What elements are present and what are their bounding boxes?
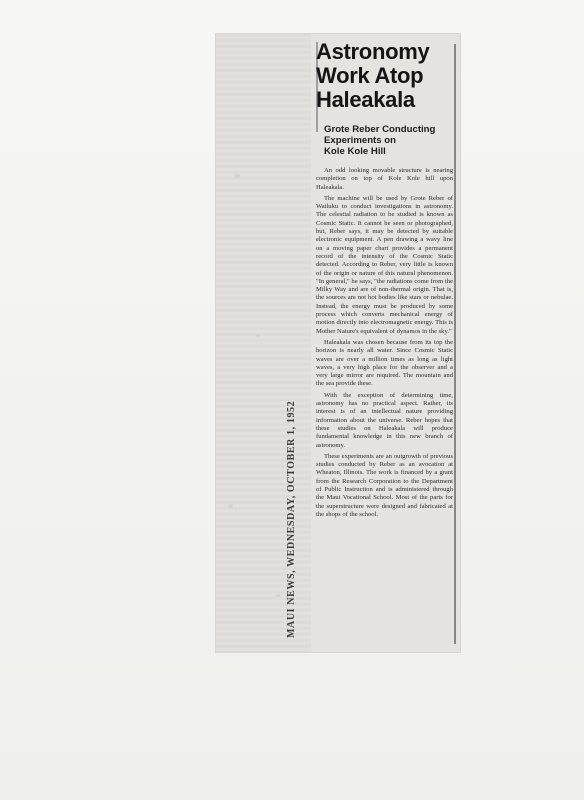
article-paragraph: The machine will be used by Grote Reber of Wailuku to conduct investigations in astronomy. The celestial radiation to be studied is known as Cosmic Static. It cannot be seen or photographed, but, Reber says, it may be detected by suitable electronic equipment. A pen drawing a wavy line on a moving paper chart provides a permanent record of the intensity of the Cosmic Static detected. According to Reber, very little is known of the origin or nature of this natural phenomenon. "In general," he says, "the radiations come from the Milky Way and are of non-thermal origin. That is, the sources are not hot bodies like stars or nebulae. Instead, the energy must be produced by some process which converts mechanical energy of motion directly into electromagnetic energy. This is Mother Nature's equivalent of dynamos in the sky." <box>316 194 453 335</box>
subhead-line: Experiments on <box>324 135 396 146</box>
paper-speck <box>234 174 240 178</box>
subhead-line: Kole Kole Hill <box>324 146 386 157</box>
newspaper-dateline: MAUI NEWS, WEDNESDAY, OCTOBER 1, 1952 <box>286 400 297 638</box>
subhead-line: Grote Reber Conducting <box>324 124 436 135</box>
paper-speck <box>228 504 233 508</box>
headline-line: Astronomy <box>316 40 430 64</box>
article-headline <box>314 40 454 112</box>
article-paragraph: With the exception of determining time, astronomy has no practical aspect. Rather, its interest is of an intellectual nature providing information about the universe. Reber hopes that these studies on Haleakala will produce fundamental knowledge in this new branch of astronomy. <box>316 391 453 449</box>
paper-speck <box>256 334 260 337</box>
article-paragraph: An odd looking movable structure is nearing completion on top of Kole Kole hill upon Haleakala. <box>316 167 453 191</box>
paper-speck <box>276 594 280 597</box>
article-column <box>314 40 454 646</box>
column-rule-right <box>454 44 456 644</box>
article-subheadline <box>324 124 454 157</box>
article-paragraph: These experiments are an outgrowth of previous studies conducted by Reber as an avocation at Wheaton, Illinois. The work is financed by a grant from the Research Corporation to the Department of Public Instruction and is administered through the Maui Vocational School. Most of the parts for the superstructure were designed and fabricated at the shops of the school. <box>316 452 453 518</box>
article-paragraph: Haleakala was chosen because from its top the horizon is nearly all water. Since Cosmic Static waves are over a million times as long as light waves, a very high place for the observer and a very large mirror are required. The mountain and the sea provide these. <box>316 338 453 388</box>
headline-line: Work Atop <box>316 63 424 88</box>
newspaper-clipping <box>216 34 460 652</box>
headline-line: Haleakala <box>316 87 415 112</box>
